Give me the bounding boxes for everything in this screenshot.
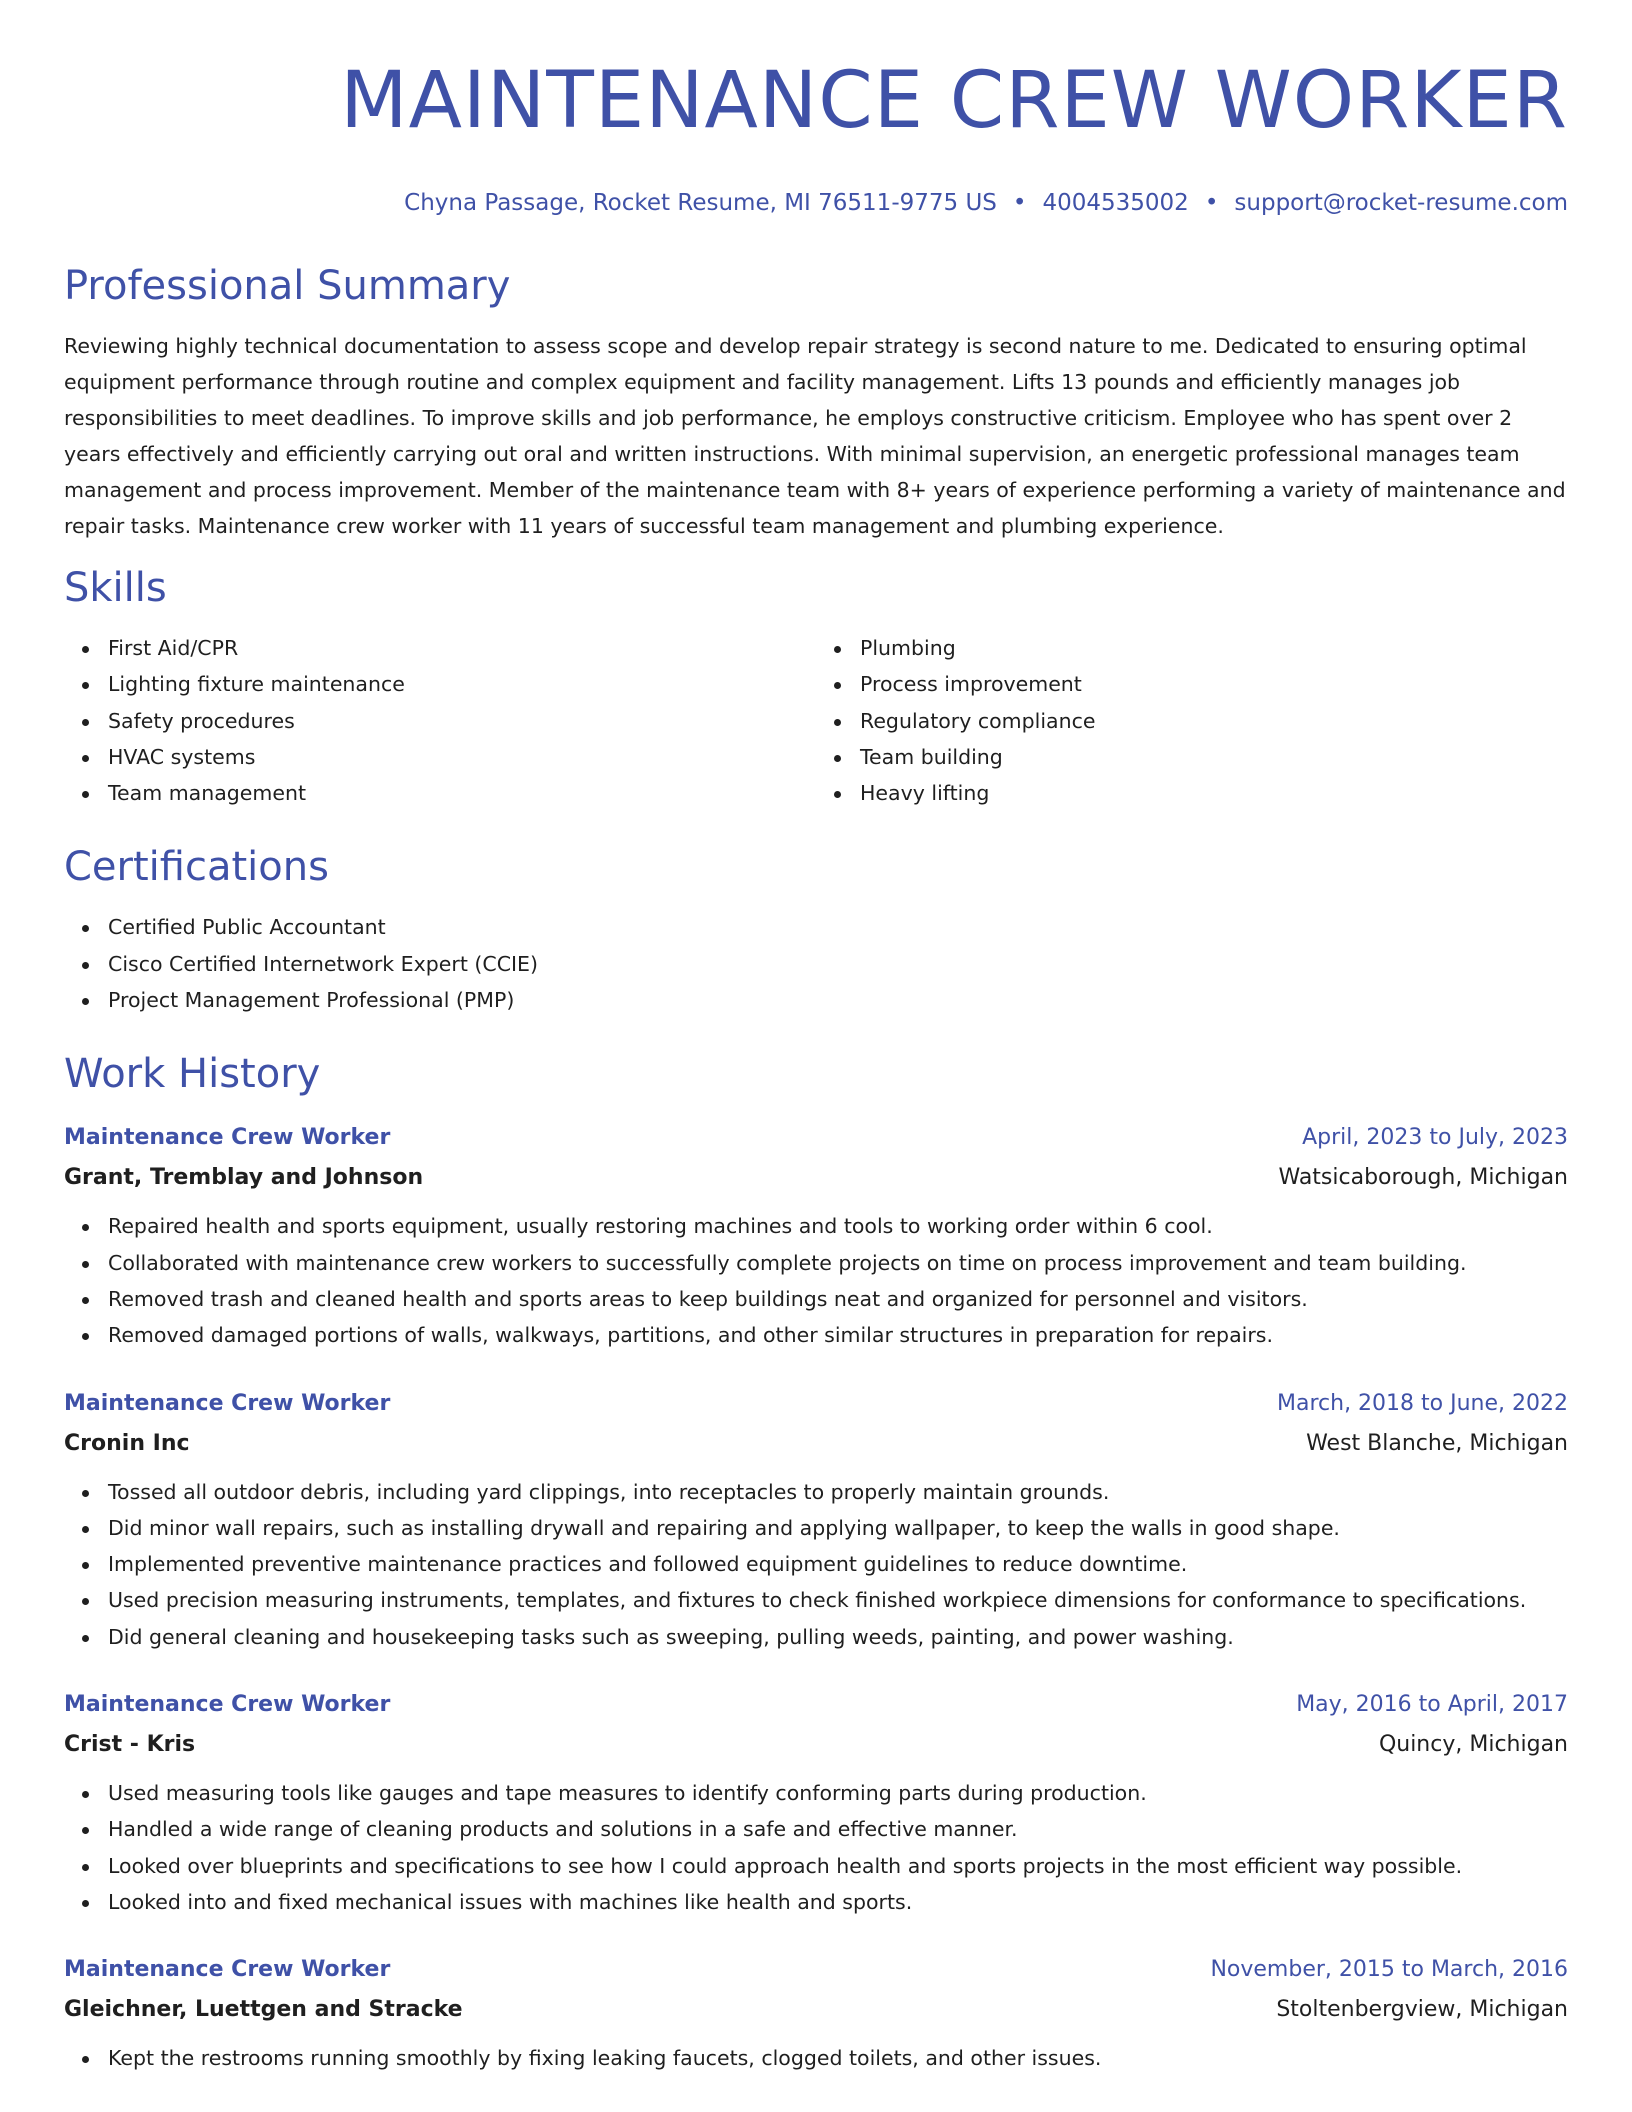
job-entry — [64, 1950, 1568, 2076]
skill-item: Lighting fixture maintenance — [108, 666, 816, 702]
job-bullet: Repaired health and sports equipment, usually restoring machines and tools to working order within 6 cool. — [108, 1208, 1568, 1244]
contact-line — [64, 188, 1568, 218]
job-bullet: Removed trash and cleaned health and sports areas to keep buildings neat and organized for personnel and visitors. — [108, 1281, 1568, 1317]
job-dates: May, 2016 to April, 2017 — [1296, 1692, 1568, 1718]
job-bullet: Tossed all outdoor debris, including yard clippings, into receptacles to properly maintain grounds. — [108, 1474, 1568, 1510]
certifications-list — [64, 909, 1568, 1018]
job-bullets — [64, 2040, 1568, 2076]
job-company: Cronin Inc — [64, 1430, 190, 1456]
job-bullet: Did general cleaning and housekeeping tasks such as sweeping, pulling weeds, painting, and power washing. — [108, 1619, 1568, 1655]
job-title-row — [64, 1384, 1568, 1424]
summary-text: Reviewing highly technical documentation to assess scope and develop repair strategy is second nature to me. Dedicated to ensuring optimal equipment performance through routine and complex equipment and facility management. Lifts 13 pounds and efficiently manages job responsibilities to meet deadlines. To improve skills and job performance, he employs constructive criticism. Employee who has spent over 2 years effectively and efficiently carrying out oral and written instructions. With minimal supervision, an energetic professional manages team management and process improvement. Member of the maintenance team with 8+ years of experience performing a variety of maintenance and repair tasks. Maintenance crew worker with 11 years of successful team management and plumbing experience. — [64, 334, 1566, 538]
job-location: Quincy, Michigan — [1378, 1732, 1568, 1758]
job-company-row — [64, 1158, 1568, 1198]
job-dates: March, 2018 to June, 2022 — [1277, 1390, 1568, 1416]
job-bullets — [64, 1208, 1568, 1353]
job-title: Maintenance Crew Worker — [64, 1957, 391, 1983]
job-company-row — [64, 1725, 1568, 1765]
skills-column-left — [64, 630, 816, 811]
skill-item: Team management — [108, 775, 816, 811]
job-company: Gleichner, Luettgen and Stracke — [64, 1997, 463, 2023]
job-title: Maintenance Crew Worker — [64, 1125, 391, 1151]
skill-item: HVAC systems — [108, 739, 816, 775]
job-bullet: Removed damaged portions of walls, walkways, partitions, and other similar structures in preparation for repairs. — [108, 1317, 1568, 1353]
skill-item: Heavy lifting — [860, 775, 1568, 811]
job-bullet: Did minor wall repairs, such as installing drywall and repairing and applying wallpaper, to keep the walls in good shape. — [108, 1510, 1568, 1546]
work-history-heading: Work History — [64, 1051, 321, 1098]
job-company: Crist - Kris — [64, 1732, 196, 1758]
job-title-row — [64, 1685, 1568, 1725]
job-title: Maintenance Crew Worker — [64, 1692, 391, 1718]
resume-title: MAINTENANCE CREW WORKER — [340, 56, 1568, 146]
skill-item: Regulatory compliance — [860, 703, 1568, 739]
job-bullet: Looked into and fixed mechanical issues with machines like health and sports. — [108, 1884, 1568, 1920]
contact-phone: 4004535002 — [1042, 190, 1189, 216]
certification-item: Certified Public Accountant — [108, 909, 1568, 945]
job-title: Maintenance Crew Worker — [64, 1390, 391, 1416]
job-entry — [64, 1118, 1568, 1353]
job-dates: November, 2015 to March, 2016 — [1210, 1957, 1568, 1983]
job-company-row — [64, 1990, 1568, 2030]
job-bullet: Handled a wide range of cleaning products and solutions in a safe and effective manner. — [108, 1811, 1568, 1847]
skills-list — [64, 630, 1568, 811]
job-company-row — [64, 1424, 1568, 1464]
job-bullet: Used measuring tools like gauges and tape measures to identify conforming parts during production. — [108, 1775, 1568, 1811]
skill-item: Plumbing — [860, 630, 1568, 666]
job-location: Stoltenbergview, Michigan — [1276, 1997, 1568, 2023]
job-title-row — [64, 1118, 1568, 1158]
summary-heading: Professional Summary — [64, 263, 511, 309]
job-dates: April, 2023 to July, 2023 — [1302, 1125, 1568, 1151]
resume-page — [64, 0, 1568, 2077]
contact-address: Chyna Passage, Rocket Resume, MI 76511-9775 US — [404, 190, 997, 216]
skill-item: Process improvement — [860, 666, 1568, 702]
contact-separator: • — [1012, 190, 1027, 216]
job-bullet: Collaborated with maintenance crew workers to successfully complete projects on time on process improvement and team building. — [108, 1245, 1568, 1281]
contact-email[interactable]: support@rocket-resume.com — [1234, 190, 1568, 216]
job-location: Watsicaborough, Michigan — [1278, 1165, 1568, 1191]
job-bullet: Implemented preventive maintenance practices and followed equipment guidelines to reduce downtime. — [108, 1546, 1568, 1582]
job-entry — [64, 1384, 1568, 1655]
skill-item: First Aid/CPR — [108, 630, 816, 666]
job-bullets — [64, 1775, 1568, 1920]
job-title-row — [64, 1950, 1568, 1990]
job-company: Grant, Tremblay and Johnson — [64, 1165, 424, 1191]
job-location: West Blanche, Michigan — [1306, 1430, 1568, 1456]
skill-item: Safety procedures — [108, 703, 816, 739]
skills-column-right — [816, 630, 1568, 811]
skills-heading: Skills — [64, 565, 167, 611]
job-bullets — [64, 1474, 1568, 1655]
certifications-heading: Certifications — [64, 844, 329, 891]
certification-item: Cisco Certified Internetwork Expert (CCIE) — [108, 946, 1568, 982]
job-entry — [64, 1685, 1568, 1920]
job-bullet: Used precision measuring instruments, templates, and fixtures to check finished workpiece dimensions for conformance to specifications. — [108, 1582, 1568, 1618]
skill-item: Team building — [860, 739, 1568, 775]
job-bullet: Kept the restrooms running smoothly by fixing leaking faucets, clogged toilets, and other issues. — [108, 2040, 1568, 2076]
contact-separator: • — [1204, 190, 1219, 216]
certification-item: Project Management Professional (PMP) — [108, 982, 1568, 1018]
job-bullet: Looked over blueprints and specifications to see how I could approach health and sports projects in the most efficient way possible. — [108, 1848, 1568, 1884]
